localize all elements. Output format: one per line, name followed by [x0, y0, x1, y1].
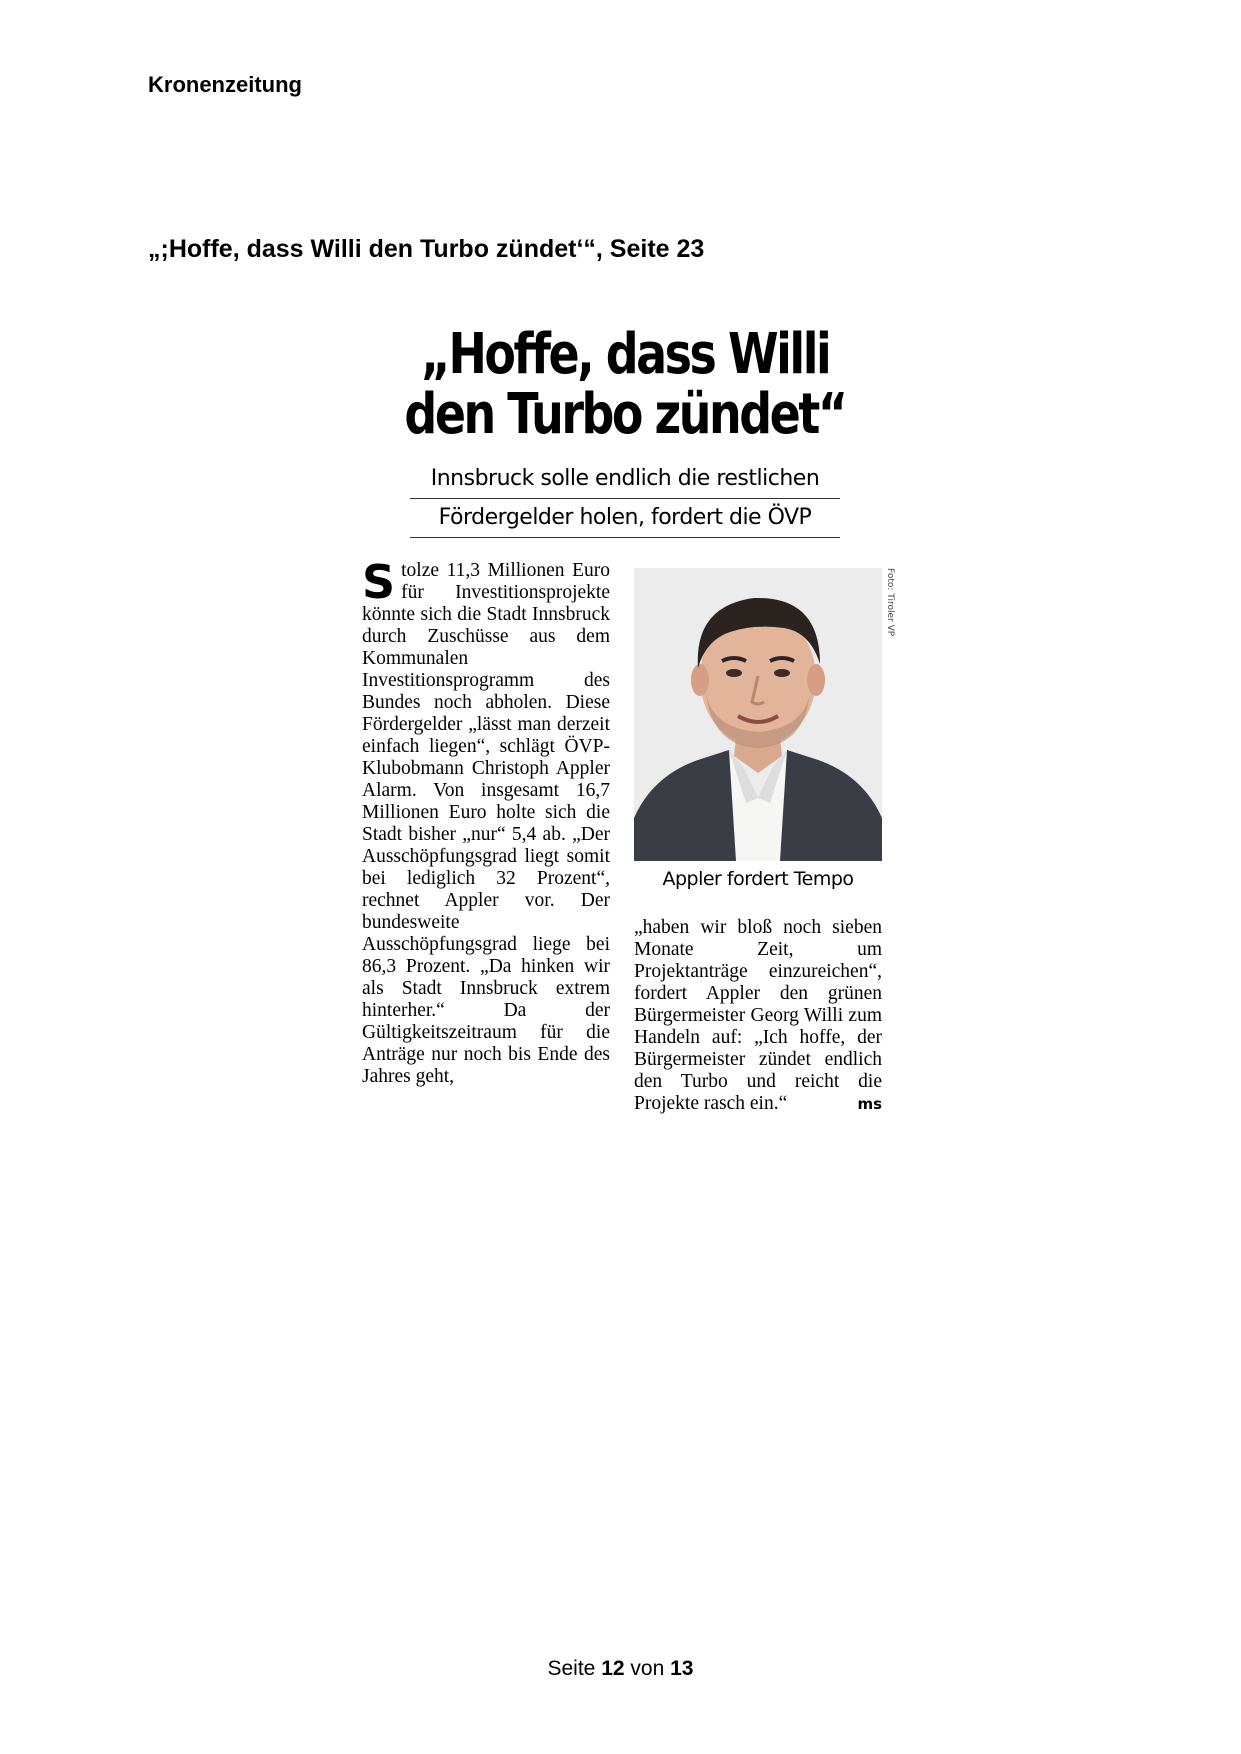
headline-line-1: „Hoffe, dass Willi [420, 322, 830, 387]
subhead-line-2: Fördergelder holen, fordert die ÖVP [410, 499, 840, 538]
total-page-count: 13 [670, 1657, 694, 1680]
page-footer [0, 1657, 1241, 1681]
article-body-left-column [362, 555, 610, 1088]
page-prefix: Seite [547, 1657, 596, 1680]
drop-cap: S [362, 555, 396, 609]
body-text-right: „haben wir bloß noch sieben Monate Zeit, um Projektanträge einzureichen“, fordert Appler den grünen Bürgermeister Georg Willi zum Handeln auf: „Ich hoffe, der Bürgermeister zündet endlich den Turbo und reicht die Projekte rasch ein.“ [634, 917, 882, 1114]
body-text-left: tolze 11,3 Millionen Euro für Investitionsprojekte könnte sich die Stadt Innsbruck durch Zuschüsse aus dem Kommunalen Investitionsprogramm des Bundes noch abholen. Diese Fördergelder „lässt man derzeit einfach liegen“, schlägt ÖVP-Klubobmann Christoph Appler Alarm. Von insgesamt 16,7 Millionen Euro holte sich die Stadt bisher „nur“ 5,4 ab. „Der Ausschöpfungsgrad liegt somit bei lediglich 32 Prozent“, rechnet Appler vor. Der bundesweite Ausschöpfungsgrad liege bei 86,3 Prozent. „Da hinken wir als Stadt Innsbruck extrem hinterher.“ Da der Gültigkeitszeitraum für die Anträge nur noch bis Ende des Jahres geht, [362, 560, 610, 1087]
article-headline [404, 322, 847, 447]
subhead-line-1: Innsbruck solle endlich die restlichen [410, 460, 840, 499]
portrait-photo [634, 568, 882, 861]
article-subheadline [410, 460, 840, 538]
page-separator: von [630, 1657, 665, 1680]
current-page-number: 12 [601, 1657, 625, 1680]
article-body-right-column [634, 917, 882, 1115]
author-initials: ms [857, 1095, 882, 1113]
photo-credit: Foto: Tiroler VP [885, 568, 895, 637]
article-reference-heading: „;Hoffe, dass Willi den Turbo zündet‘“, Seite 23 [148, 235, 705, 263]
portrait-illustration [634, 568, 882, 861]
headline-line-2: den Turbo zündet“ [404, 382, 846, 447]
photo-caption: Appler fordert Tempo [662, 868, 854, 890]
newspaper-clipping [355, 322, 895, 1140]
publication-name: Kronenzeitung [148, 72, 302, 97]
